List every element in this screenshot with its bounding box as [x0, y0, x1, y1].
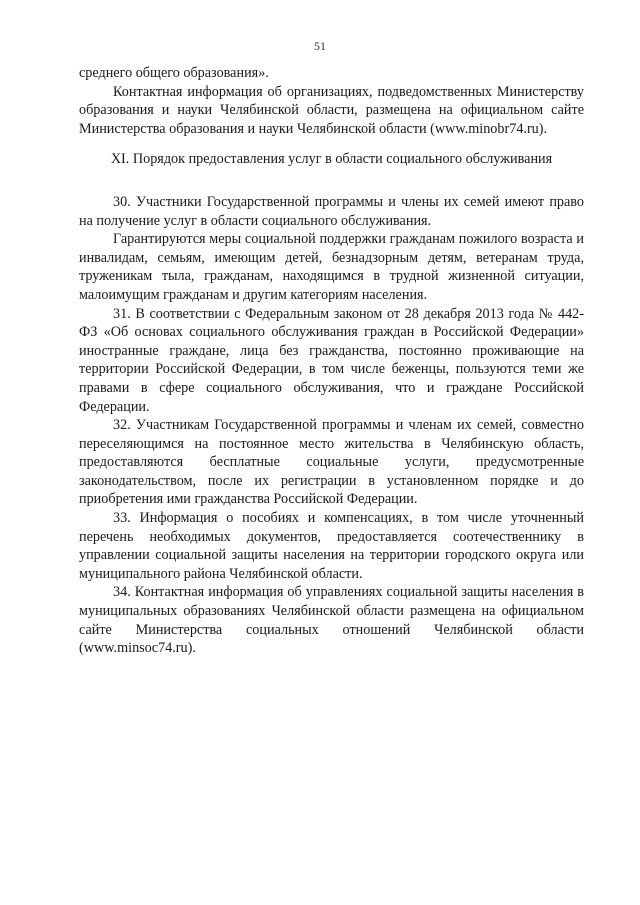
paragraph-contact-education: Контактная информация об организациях, подведомственных Министерству образования и науки Челябинской области, размещена на официальном сайте Министерства образования и науки Челябинской области (www.minobr74.ru).	[79, 83, 584, 137]
page-number: 51	[314, 39, 326, 53]
section-heading: XI. Порядок предоставления услуг в области социального обслуживания	[110, 151, 553, 168]
paragraph-guarantees: Гарантируются меры социальной поддержки гражданам пожилого возраста и инвалидам, семьям, имеющим детей, безнадзорным детям, ветеранам труда, труженикам тыла, гражданам, находящимся в трудной жизненной ситуации, малоимущим гражданам и другим категориям населения.	[79, 231, 584, 303]
paragraph-33: 33. Информация о пособиях и компенсациях, в том числе уточненный перечень необходимых документов, предоставляется соотечественнику в управлении социальной защиты населения на территории городского округа или муниципального района Челябинской области.	[79, 510, 584, 582]
paragraph-continuation: среднего общего образования».	[79, 65, 269, 81]
document-body	[79, 64, 584, 658]
paragraph-34: 34. Контактная информация об управлениях социальной защиты населения в муниципальных образованиях Челябинской области размещена на официальном сайте Министерства социальных отношений Челябинской области (www.minsoc74.ru).	[79, 584, 584, 657]
paragraph-31: 31. В соответствии с Федеральным законом от 28 декабря 2013 года № 442-ФЗ «Об основах социального обслуживания граждан в Российской Федерации» иностранные граждане, лица без гражданства, постоянно проживающие на территории Российской Федерации, в том числе беженцы, пользуются теми же правами в сфере социального обслуживания, что и граждане Российской Федерации.	[79, 305, 584, 415]
paragraph-32: 32. Участникам Государственной программы и членам их семей, совместно переселяющимся на постоянное место жительства в Челябинскую область, предоставляются бесплатные социальные услуги, предусмотренные законодательством, после их регистрации в установленном порядке и до приобретения ими гражданства Российской Федерации.	[79, 417, 584, 508]
paragraph-30: 30. Участники Государственной программы и члены их семей имеют право на получение услуг в области социального обслуживания.	[79, 193, 584, 229]
